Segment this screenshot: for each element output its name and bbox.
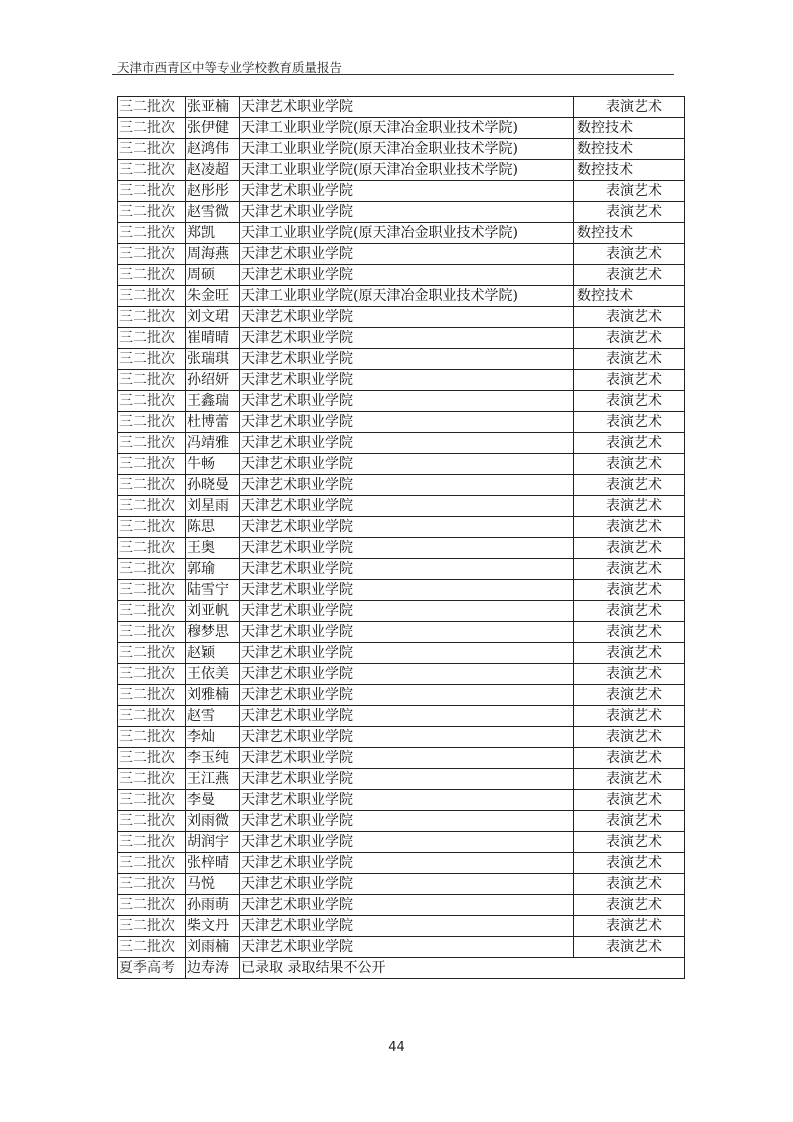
school-cell: 天津艺术职业学院 bbox=[240, 181, 574, 202]
major-cell: 表演艺术 bbox=[574, 349, 685, 370]
school-cell: 天津艺术职业学院 bbox=[240, 580, 574, 601]
batch-cell: 三二批次 bbox=[118, 769, 186, 790]
school-cell: 天津艺术职业学院 bbox=[240, 895, 574, 916]
student-name-cell: 李曼 bbox=[186, 790, 240, 811]
table-row bbox=[118, 706, 685, 727]
school-cell: 天津艺术职业学院 bbox=[240, 307, 574, 328]
batch-cell: 三二批次 bbox=[118, 265, 186, 286]
school-cell: 天津艺术职业学院 bbox=[240, 454, 574, 475]
major-cell: 表演艺术 bbox=[574, 832, 685, 853]
major-cell: 表演艺术 bbox=[574, 559, 685, 580]
table-row bbox=[118, 538, 685, 559]
school-cell: 天津艺术职业学院 bbox=[240, 265, 574, 286]
admission-table-body bbox=[118, 97, 685, 979]
school-cell: 天津艺术职业学院 bbox=[240, 559, 574, 580]
table-row bbox=[118, 265, 685, 286]
major-cell: 表演艺术 bbox=[574, 727, 685, 748]
school-cell: 天津艺术职业学院 bbox=[240, 370, 574, 391]
table-row bbox=[118, 664, 685, 685]
table-row bbox=[118, 811, 685, 832]
student-name-cell: 杜博蕾 bbox=[186, 412, 240, 433]
school-cell: 天津艺术职业学院 bbox=[240, 937, 574, 958]
student-name-cell: 孙晓曼 bbox=[186, 475, 240, 496]
major-cell: 表演艺术 bbox=[574, 517, 685, 538]
student-name-cell: 刘亚帆 bbox=[186, 601, 240, 622]
student-name-cell: 李灿 bbox=[186, 727, 240, 748]
table-row bbox=[118, 727, 685, 748]
table-row bbox=[118, 202, 685, 223]
student-name-cell: 朱金旺 bbox=[186, 286, 240, 307]
student-name-cell: 边寿涛 bbox=[186, 958, 240, 979]
major-cell: 表演艺术 bbox=[574, 307, 685, 328]
batch-cell: 三二批次 bbox=[118, 328, 186, 349]
major-cell: 表演艺术 bbox=[574, 454, 685, 475]
table-row bbox=[118, 643, 685, 664]
table-row bbox=[118, 580, 685, 601]
school-cell: 天津艺术职业学院 bbox=[240, 412, 574, 433]
batch-cell: 三二批次 bbox=[118, 496, 186, 517]
major-cell: 表演艺术 bbox=[574, 601, 685, 622]
page-number: 44 bbox=[388, 1040, 405, 1055]
major-cell: 数控技术 bbox=[574, 223, 685, 244]
student-name-cell: 崔晴晴 bbox=[186, 328, 240, 349]
major-cell: 表演艺术 bbox=[574, 664, 685, 685]
major-cell: 表演艺术 bbox=[574, 370, 685, 391]
major-cell: 表演艺术 bbox=[574, 769, 685, 790]
school-cell: 天津艺术职业学院 bbox=[240, 706, 574, 727]
student-name-cell: 刘雅楠 bbox=[186, 685, 240, 706]
batch-cell: 三二批次 bbox=[118, 286, 186, 307]
school-cell: 天津艺术职业学院 bbox=[240, 601, 574, 622]
page-header-title: 天津市西青区中等专业学校教育质量报告 bbox=[117, 60, 343, 75]
student-name-cell: 孙雨萌 bbox=[186, 895, 240, 916]
batch-cell: 三二批次 bbox=[118, 349, 186, 370]
table-row bbox=[118, 307, 685, 328]
major-cell: 表演艺术 bbox=[574, 97, 685, 118]
batch-cell: 三二批次 bbox=[118, 538, 186, 559]
table-row bbox=[118, 349, 685, 370]
school-cell: 天津艺术职业学院 bbox=[240, 790, 574, 811]
major-cell: 表演艺术 bbox=[574, 265, 685, 286]
school-cell: 天津艺术职业学院 bbox=[240, 727, 574, 748]
batch-cell: 三二批次 bbox=[118, 706, 186, 727]
student-name-cell: 张梓晴 bbox=[186, 853, 240, 874]
major-cell: 表演艺术 bbox=[574, 643, 685, 664]
major-cell: 表演艺术 bbox=[574, 811, 685, 832]
major-cell: 表演艺术 bbox=[574, 538, 685, 559]
batch-cell: 三二批次 bbox=[118, 391, 186, 412]
student-name-cell: 郑凯 bbox=[186, 223, 240, 244]
table-row bbox=[118, 895, 685, 916]
school-cell: 天津艺术职业学院 bbox=[240, 643, 574, 664]
student-name-cell: 周海燕 bbox=[186, 244, 240, 265]
batch-cell: 三二批次 bbox=[118, 727, 186, 748]
student-name-cell: 牛畅 bbox=[186, 454, 240, 475]
school-cell: 天津艺术职业学院 bbox=[240, 475, 574, 496]
table-row bbox=[118, 328, 685, 349]
batch-cell: 三二批次 bbox=[118, 223, 186, 244]
major-cell: 表演艺术 bbox=[574, 706, 685, 727]
table-row bbox=[118, 433, 685, 454]
batch-cell: 三二批次 bbox=[118, 790, 186, 811]
table-row bbox=[118, 244, 685, 265]
major-cell: 表演艺术 bbox=[574, 433, 685, 454]
student-name-cell: 孙绍妍 bbox=[186, 370, 240, 391]
school-cell: 天津工业职业学院(原天津冶金职业技术学院) bbox=[240, 286, 574, 307]
table-row bbox=[118, 412, 685, 433]
table-row bbox=[118, 454, 685, 475]
student-name-cell: 刘星雨 bbox=[186, 496, 240, 517]
school-cell: 天津工业职业学院(原天津冶金职业技术学院) bbox=[240, 223, 574, 244]
header-divider bbox=[112, 74, 674, 75]
batch-cell: 三二批次 bbox=[118, 454, 186, 475]
batch-cell: 三二批次 bbox=[118, 244, 186, 265]
student-name-cell: 李玉纯 bbox=[186, 748, 240, 769]
student-name-cell: 张伊健 bbox=[186, 118, 240, 139]
student-name-cell: 胡润宇 bbox=[186, 832, 240, 853]
major-cell: 数控技术 bbox=[574, 139, 685, 160]
batch-cell: 三二批次 bbox=[118, 517, 186, 538]
admission-table bbox=[117, 96, 685, 979]
major-cell: 表演艺术 bbox=[574, 790, 685, 811]
student-name-cell: 张亚楠 bbox=[186, 97, 240, 118]
student-name-cell: 马悦 bbox=[186, 874, 240, 895]
batch-cell: 三二批次 bbox=[118, 811, 186, 832]
batch-cell: 三二批次 bbox=[118, 433, 186, 454]
school-cell: 天津艺术职业学院 bbox=[240, 748, 574, 769]
major-cell: 表演艺术 bbox=[574, 496, 685, 517]
major-cell: 表演艺术 bbox=[574, 244, 685, 265]
major-cell: 表演艺术 bbox=[574, 916, 685, 937]
table-row-summer-exam bbox=[118, 958, 685, 979]
table-row bbox=[118, 874, 685, 895]
school-cell: 天津艺术职业学院 bbox=[240, 916, 574, 937]
school-cell: 天津艺术职业学院 bbox=[240, 328, 574, 349]
major-cell: 表演艺术 bbox=[574, 475, 685, 496]
batch-cell: 三二批次 bbox=[118, 916, 186, 937]
school-cell: 天津艺术职业学院 bbox=[240, 496, 574, 517]
student-name-cell: 赵雪 bbox=[186, 706, 240, 727]
table-row bbox=[118, 853, 685, 874]
table-row bbox=[118, 559, 685, 580]
school-cell: 天津艺术职业学院 bbox=[240, 202, 574, 223]
school-cell: 天津艺术职业学院 bbox=[240, 811, 574, 832]
table-row bbox=[118, 286, 685, 307]
school-cell: 天津艺术职业学院 bbox=[240, 391, 574, 412]
table-row bbox=[118, 139, 685, 160]
table-row bbox=[118, 916, 685, 937]
table-row bbox=[118, 496, 685, 517]
school-cell: 天津艺术职业学院 bbox=[240, 244, 574, 265]
table-row bbox=[118, 622, 685, 643]
student-name-cell: 赵凌超 bbox=[186, 160, 240, 181]
batch-cell: 三二批次 bbox=[118, 643, 186, 664]
school-cell: 天津工业职业学院(原天津冶金职业技术学院) bbox=[240, 160, 574, 181]
major-cell: 表演艺术 bbox=[574, 895, 685, 916]
student-name-cell: 陆雪宁 bbox=[186, 580, 240, 601]
major-cell: 表演艺术 bbox=[574, 853, 685, 874]
table-row bbox=[118, 832, 685, 853]
student-name-cell: 周硕 bbox=[186, 265, 240, 286]
major-cell: 表演艺术 bbox=[574, 622, 685, 643]
batch-cell: 三二批次 bbox=[118, 160, 186, 181]
batch-cell: 三二批次 bbox=[118, 118, 186, 139]
major-cell: 表演艺术 bbox=[574, 328, 685, 349]
school-cell: 天津艺术职业学院 bbox=[240, 769, 574, 790]
batch-cell: 三二批次 bbox=[118, 412, 186, 433]
table-row bbox=[118, 475, 685, 496]
batch-cell: 三二批次 bbox=[118, 874, 186, 895]
batch-cell: 三二批次 bbox=[118, 832, 186, 853]
major-cell: 表演艺术 bbox=[574, 937, 685, 958]
school-cell: 天津艺术职业学院 bbox=[240, 538, 574, 559]
batch-cell: 三二批次 bbox=[118, 307, 186, 328]
student-name-cell: 王江燕 bbox=[186, 769, 240, 790]
major-cell: 表演艺术 bbox=[574, 391, 685, 412]
major-cell: 表演艺术 bbox=[574, 412, 685, 433]
major-cell: 表演艺术 bbox=[574, 748, 685, 769]
table-row bbox=[118, 223, 685, 244]
batch-cell: 三二批次 bbox=[118, 748, 186, 769]
batch-cell: 三二批次 bbox=[118, 559, 186, 580]
school-cell: 天津艺术职业学院 bbox=[240, 853, 574, 874]
batch-cell: 夏季高考 bbox=[118, 958, 186, 979]
student-name-cell: 陈思 bbox=[186, 517, 240, 538]
major-cell: 表演艺术 bbox=[574, 580, 685, 601]
school-cell: 天津艺术职业学院 bbox=[240, 433, 574, 454]
student-name-cell: 刘雨微 bbox=[186, 811, 240, 832]
student-name-cell: 冯靖雅 bbox=[186, 433, 240, 454]
batch-cell: 三二批次 bbox=[118, 937, 186, 958]
major-cell: 数控技术 bbox=[574, 286, 685, 307]
student-name-cell: 王奥 bbox=[186, 538, 240, 559]
batch-cell: 三二批次 bbox=[118, 685, 186, 706]
batch-cell: 三二批次 bbox=[118, 370, 186, 391]
batch-cell: 三二批次 bbox=[118, 895, 186, 916]
table-row bbox=[118, 391, 685, 412]
student-name-cell: 赵颖 bbox=[186, 643, 240, 664]
school-cell: 天津工业职业学院(原天津冶金职业技术学院) bbox=[240, 139, 574, 160]
student-name-cell: 赵彤彤 bbox=[186, 181, 240, 202]
admission-note-cell: 已录取 录取结果不公开 bbox=[240, 958, 685, 979]
student-name-cell: 赵鸿伟 bbox=[186, 139, 240, 160]
school-cell: 天津艺术职业学院 bbox=[240, 832, 574, 853]
table-row bbox=[118, 748, 685, 769]
school-cell: 天津艺术职业学院 bbox=[240, 622, 574, 643]
major-cell: 表演艺术 bbox=[574, 202, 685, 223]
major-cell: 表演艺术 bbox=[574, 874, 685, 895]
batch-cell: 三二批次 bbox=[118, 601, 186, 622]
table-row bbox=[118, 97, 685, 118]
student-name-cell: 赵雪微 bbox=[186, 202, 240, 223]
student-name-cell: 刘文珺 bbox=[186, 307, 240, 328]
school-cell: 天津艺术职业学院 bbox=[240, 97, 574, 118]
major-cell: 表演艺术 bbox=[574, 181, 685, 202]
table-row bbox=[118, 517, 685, 538]
student-name-cell: 穆梦思 bbox=[186, 622, 240, 643]
batch-cell: 三二批次 bbox=[118, 853, 186, 874]
table-row bbox=[118, 685, 685, 706]
batch-cell: 三二批次 bbox=[118, 181, 186, 202]
batch-cell: 三二批次 bbox=[118, 97, 186, 118]
table-row bbox=[118, 769, 685, 790]
table-row bbox=[118, 160, 685, 181]
table-row bbox=[118, 601, 685, 622]
major-cell: 数控技术 bbox=[574, 118, 685, 139]
batch-cell: 三二批次 bbox=[118, 580, 186, 601]
batch-cell: 三二批次 bbox=[118, 202, 186, 223]
school-cell: 天津艺术职业学院 bbox=[240, 685, 574, 706]
batch-cell: 三二批次 bbox=[118, 664, 186, 685]
batch-cell: 三二批次 bbox=[118, 139, 186, 160]
student-name-cell: 张瑞琪 bbox=[186, 349, 240, 370]
student-name-cell: 刘雨楠 bbox=[186, 937, 240, 958]
table-row bbox=[118, 118, 685, 139]
table-row bbox=[118, 370, 685, 391]
school-cell: 天津艺术职业学院 bbox=[240, 517, 574, 538]
student-name-cell: 柴文丹 bbox=[186, 916, 240, 937]
batch-cell: 三二批次 bbox=[118, 622, 186, 643]
school-cell: 天津艺术职业学院 bbox=[240, 874, 574, 895]
school-cell: 天津工业职业学院(原天津冶金职业技术学院) bbox=[240, 118, 574, 139]
school-cell: 天津艺术职业学院 bbox=[240, 349, 574, 370]
batch-cell: 三二批次 bbox=[118, 475, 186, 496]
major-cell: 数控技术 bbox=[574, 160, 685, 181]
student-name-cell: 郭瑜 bbox=[186, 559, 240, 580]
table-row bbox=[118, 937, 685, 958]
school-cell: 天津艺术职业学院 bbox=[240, 664, 574, 685]
table-row bbox=[118, 790, 685, 811]
major-cell: 表演艺术 bbox=[574, 685, 685, 706]
student-name-cell: 王依美 bbox=[186, 664, 240, 685]
student-name-cell: 王鑫瑞 bbox=[186, 391, 240, 412]
table-row bbox=[118, 181, 685, 202]
